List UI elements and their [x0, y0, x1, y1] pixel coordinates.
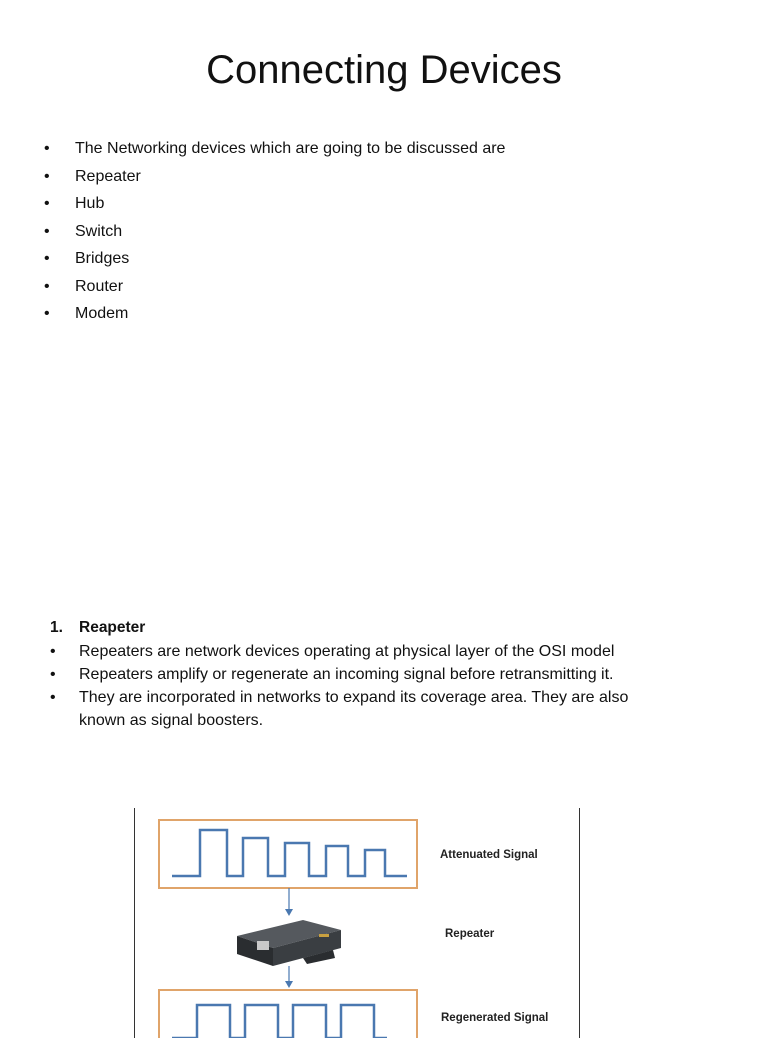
- list-item: [44, 276, 505, 304]
- attenuated-signal-label: Attenuated Signal: [440, 849, 538, 861]
- bullet-icon: •: [50, 643, 56, 660]
- list-item-text: They are incorporated in networks to expand its coverage area. They are also known as signal boosters.: [79, 689, 629, 729]
- section-title: Reapeter: [79, 619, 146, 636]
- repeater-points: [50, 640, 730, 732]
- repeater-section: [50, 617, 730, 732]
- list-item: [44, 303, 505, 331]
- bullet-icon: •: [44, 250, 50, 267]
- attenuated-signal-box: [159, 820, 417, 888]
- bullet-icon: •: [50, 666, 56, 683]
- list-item-text: Repeaters are network devices operating at physical layer of the OSI model: [79, 643, 615, 660]
- repeater-device-icon: [237, 920, 341, 966]
- bullet-icon: •: [44, 167, 50, 185]
- list-item-text: Hub: [75, 195, 105, 212]
- list-item-text: Router: [75, 277, 124, 295]
- list-item: [50, 686, 679, 732]
- regenerated-signal-label: Regenerated Signal: [441, 1012, 549, 1024]
- device-list: [44, 138, 505, 331]
- bullet-icon: •: [44, 305, 50, 322]
- list-item-text: Modem: [75, 305, 129, 322]
- section-number: 1.: [50, 619, 63, 636]
- list-item-text: The Networking devices which are going to be discussed are: [75, 140, 506, 157]
- bullet-icon: •: [44, 277, 50, 295]
- bullet-icon: •: [44, 195, 50, 212]
- list-item-text: Repeaters amplify or regenerate an incoming signal before retransmitting it.: [79, 666, 614, 683]
- section-heading: [50, 617, 730, 640]
- list-item: [44, 166, 505, 194]
- attenuated-signal-wave: [172, 830, 407, 876]
- arrow-head-icon: [285, 981, 293, 988]
- bullet-icon: •: [44, 140, 50, 157]
- list-item-text: Switch: [75, 222, 123, 240]
- list-item: [44, 248, 505, 276]
- page-title: Connecting Devices: [206, 48, 562, 92]
- repeater-diagram: [134, 808, 580, 1038]
- repeater-label: Repeater: [445, 928, 495, 940]
- diagram-svg: [135, 808, 579, 1038]
- list-item-text: Bridges: [75, 250, 130, 267]
- list-item: [44, 193, 505, 221]
- bullet-icon: •: [44, 222, 50, 240]
- list-item: [50, 640, 730, 663]
- arrow-head-icon: [285, 909, 293, 916]
- bullet-icon: •: [50, 689, 56, 706]
- list-item: [44, 138, 505, 166]
- list-item-text: Repeater: [75, 167, 141, 185]
- list-item: [50, 663, 730, 686]
- regenerated-signal-wave: [172, 1005, 387, 1038]
- list-item: [44, 221, 505, 249]
